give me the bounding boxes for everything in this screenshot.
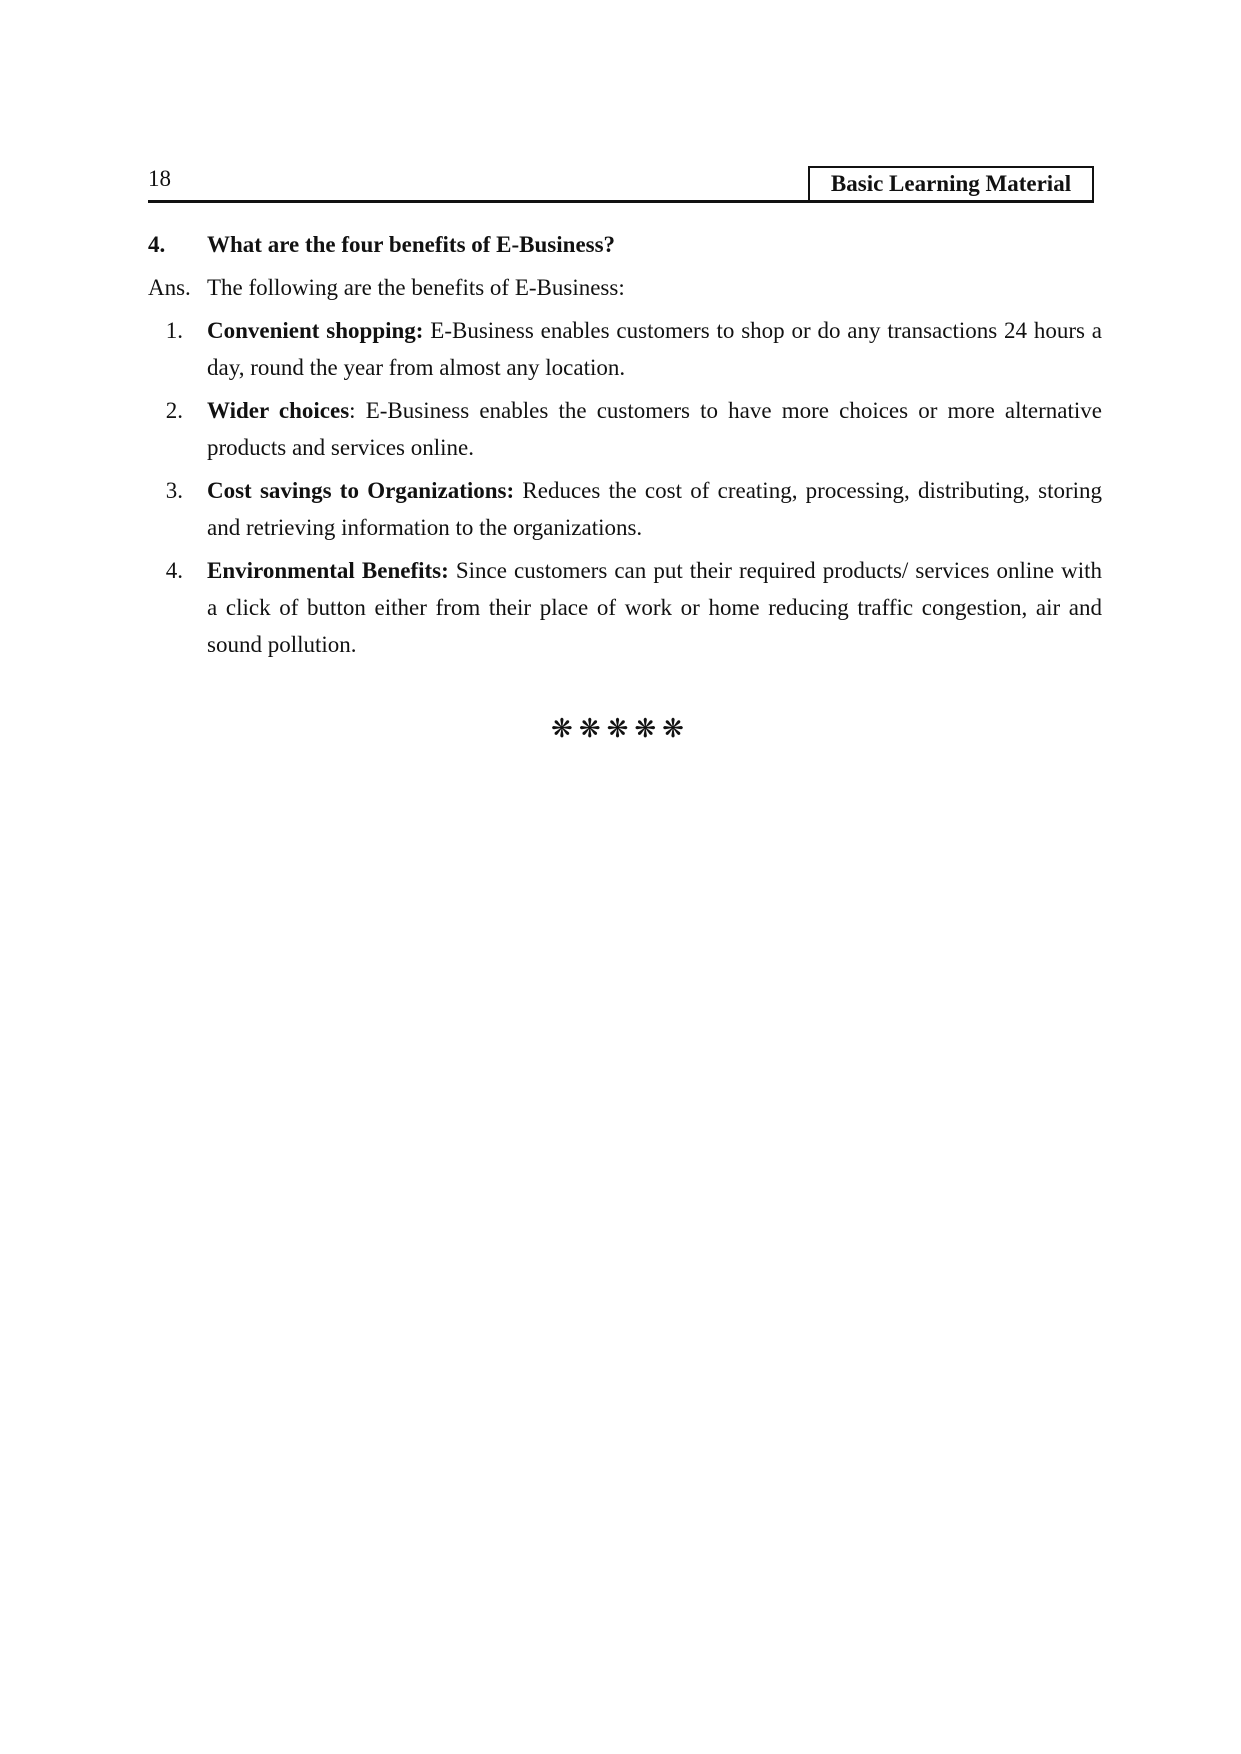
list-item-body — [207, 312, 1102, 386]
list-item-number: 4. — [165, 558, 183, 583]
list-item — [148, 312, 1102, 386]
running-header-title: Basic Learning Material — [808, 166, 1094, 202]
list-item-title: Cost savings to Organizations: — [207, 478, 515, 503]
list-item — [148, 552, 1102, 663]
list-item-number: 1. — [165, 318, 183, 343]
answer-intro: The following are the benefits of E-Business: — [207, 275, 625, 300]
list-item-number: 3. — [165, 478, 183, 503]
list-item-body — [207, 552, 1102, 663]
list-item-body — [207, 472, 1102, 546]
answer-intro-row — [148, 269, 1102, 306]
list-item-title: Wider choices — [207, 398, 350, 423]
header-rule — [148, 200, 1094, 203]
question-number: 4. — [148, 232, 166, 257]
list-item-title: Environmental Benefits: — [207, 558, 449, 583]
page-number: 18 — [148, 166, 171, 191]
list-item-number: 2. — [165, 398, 183, 423]
list-item-text: Since customers can put their required products/ services online with a click of button either from their place of work or home reducing traffic congestion, air and sound pollution. — [207, 558, 1102, 657]
list-item-text: Reduces the cost of creating, processing, distributing, storing and retrieving information to the organizations. — [207, 478, 1103, 540]
list-item-title: Convenient shopping: — [207, 318, 424, 343]
list-item-body — [207, 392, 1102, 466]
question-text: What are the four benefits of E-Business? — [207, 232, 616, 257]
list-item — [148, 472, 1102, 546]
answer-label: Ans. — [148, 275, 191, 300]
end-of-section-mark: ❋❋❋❋❋ — [551, 714, 690, 744]
list-item-text: E-Business enables customers to shop or do any transactions 24 hours a day, round the year from almost any location. — [207, 318, 1102, 380]
question — [148, 226, 1102, 263]
list-item — [148, 392, 1102, 466]
page-content — [148, 226, 1102, 669]
list-item-text: : E-Business enables the customers to have more choices or more alternative products and services online. — [207, 398, 1102, 460]
